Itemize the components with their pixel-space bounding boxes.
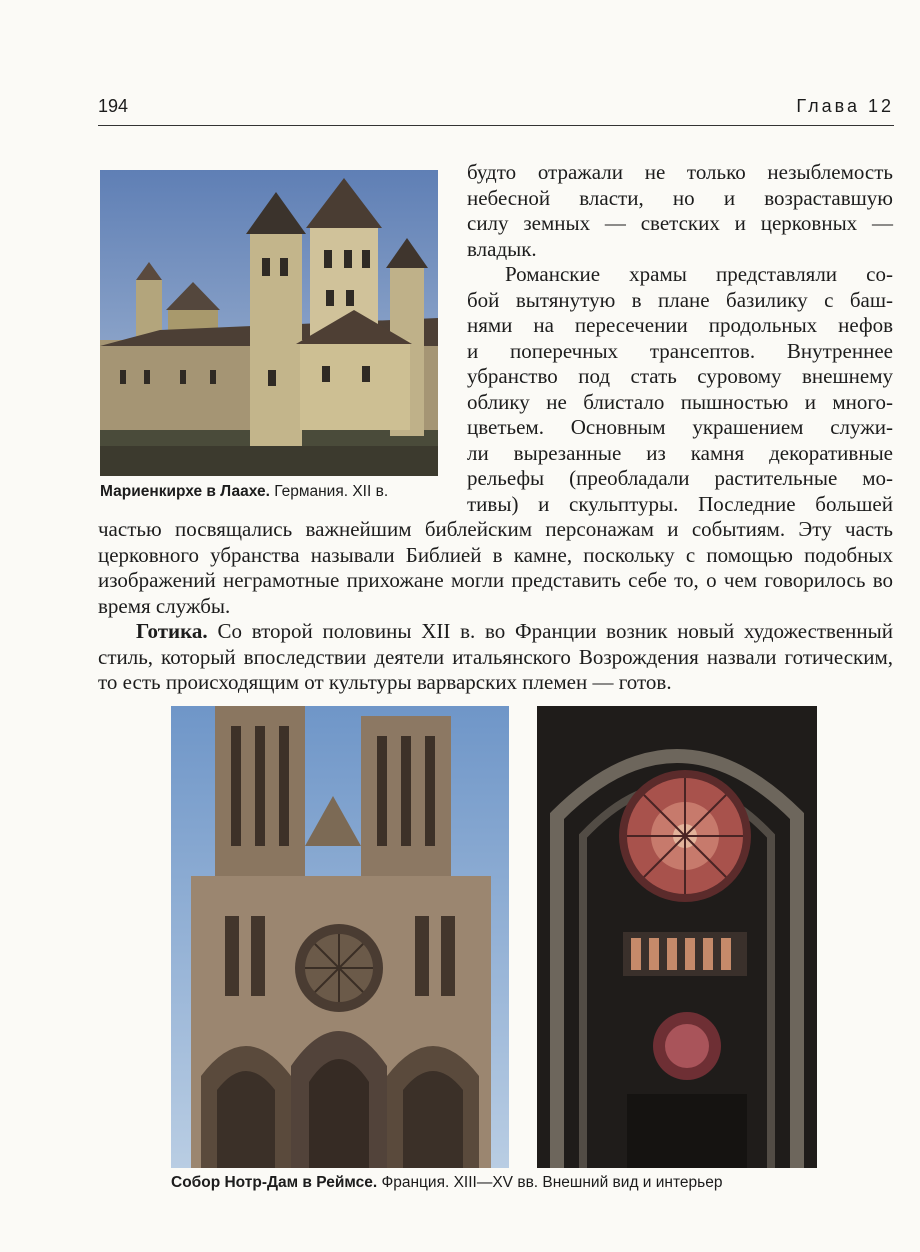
text-line: владык. — [467, 236, 537, 261]
text-line: тивы) и скульптуры. Последние большей — [467, 491, 893, 516]
page-number: 194 — [98, 96, 129, 116]
chapter-title: Глава 12 — [796, 96, 894, 116]
right-column-text — [467, 160, 893, 517]
gothic-heading: Готика. — [136, 619, 208, 643]
figure2-caption-title: Собор Нотр-Дам в Реймсе. — [171, 1174, 378, 1191]
header-rule — [98, 125, 894, 126]
text-line: небесной власти, но и возраставшую — [467, 185, 893, 210]
text-line: нями на пересечении продольных нефов — [467, 313, 893, 337]
gothic-facade-photo — [171, 706, 509, 1168]
gothic-interior-photo — [537, 706, 817, 1168]
gothic-text: Со второй половины XII в. во Франции возник новый художественный стиль, который впоследствии деятели итальянского Возрождения назвали готическим, то есть происходящим от культуры варварских племен — готов. — [98, 619, 893, 694]
gothic-paragraph — [98, 619, 893, 696]
text-line: ли вырезанные из камня декоративные — [467, 440, 893, 465]
figure1-caption-detail: Германия. XII в. — [269, 483, 389, 500]
romanesque-church-photo — [100, 170, 438, 476]
paragraph-continuation: частью посвящались важнейшим библейским персонажам и событиям. Эту часть церковного убранства называли Библией в камне, поскольку с помощью подобных изображений неграмотные прихожане могли представить себе то, о чем говорилось во время службы. — [98, 517, 893, 618]
text-line: цветьем. Основным украшением служи- — [467, 415, 893, 439]
text-line: бой вытянутую в плане базилику с баш- — [467, 287, 893, 312]
text-line: убранство под стать суровому внешнему — [467, 364, 893, 388]
text-line: будто отражали не только незыблемость — [467, 160, 893, 184]
text-line: и поперечных трансептов. Внутреннее — [467, 338, 893, 363]
text-line: Романские храмы представляли со- — [505, 262, 893, 286]
full-width-text — [98, 517, 893, 696]
figure2-caption — [171, 1174, 722, 1192]
text-line: силу земных — светских и церковных — — [467, 211, 893, 235]
figure2-caption-detail: Франция. XIII—XV вв. Внешний вид и интерьер — [377, 1174, 723, 1191]
figure1-caption-title: Мариенкирхе в Лаахе. — [100, 483, 270, 500]
text-line: облику не блистало пышностью и много- — [467, 389, 893, 414]
text-line: рельефы (преобладали растительные мо- — [467, 466, 893, 490]
figure1-caption — [100, 483, 388, 501]
